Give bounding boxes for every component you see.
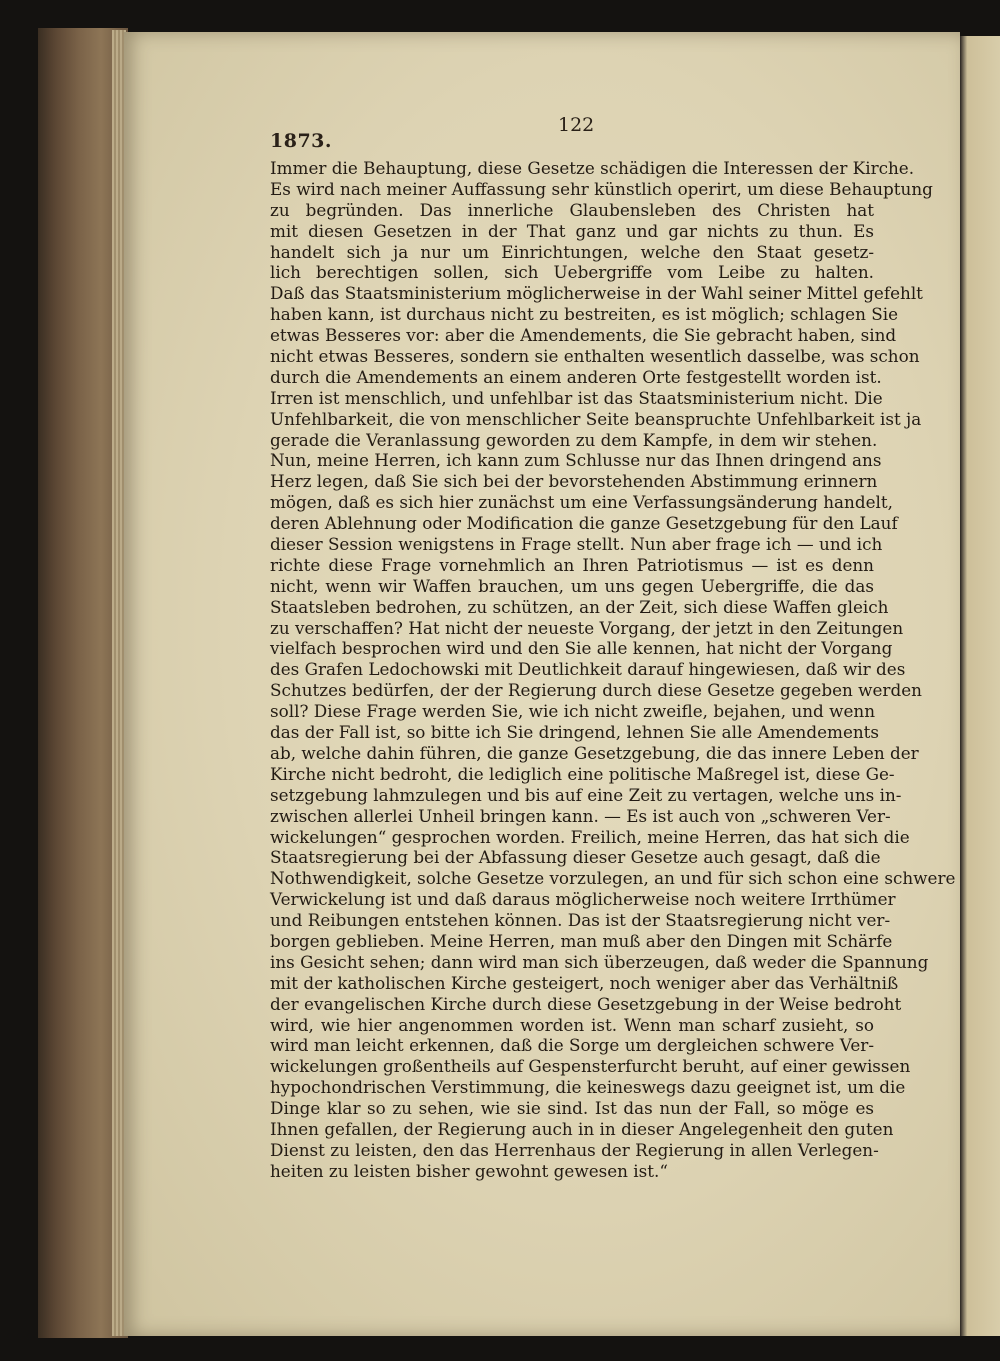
text-line: heiten zu leisten bisher gewohnt gewesen ist.“ bbox=[270, 1160, 668, 1181]
text-line: durch die Amendements an einem anderen Orte festgestellt worden ist. bbox=[270, 366, 882, 387]
text-line: wird, wie hier angenommen worden ist. Wenn man scharf zusieht, so bbox=[270, 1014, 874, 1035]
text-line: Dinge klar so zu sehen, wie sie sind. Ist das nun der Fall, so möge es bbox=[270, 1098, 874, 1119]
text-line: gerade die Veranlassung geworden zu dem Kampfe, in dem wir stehen. bbox=[270, 429, 878, 450]
page-year-header: 1873. bbox=[270, 130, 332, 152]
text-line: zwischen allerlei Unheil bringen kann. — Es ist auch von „schweren Ver- bbox=[270, 805, 891, 826]
text-line: Herz legen, daß Sie sich bei der bevorstehenden Abstimmung erinnern bbox=[270, 471, 878, 492]
text-line: ab, welche dahin führen, die ganze Gesetzgebung, die das innere Leben der bbox=[270, 742, 919, 763]
text-line: wickelungen“ gesprochen worden. Freilich, meine Herren, das hat sich die bbox=[270, 826, 910, 847]
body-text bbox=[270, 158, 956, 1182]
text-line: wird man leicht erkennen, daß die Sorge um dergleichen schwere Ver- bbox=[270, 1035, 874, 1056]
text-line: Verwickelung ist und daß daraus möglicherweise noch weitere Irrthümer bbox=[270, 889, 896, 910]
text-line: setzgebung lahmzulegen und bis auf eine Zeit zu vertagen, welche uns in- bbox=[270, 784, 902, 805]
text-line: wickelungen großentheils auf Gespensterfurcht beruht, auf einer gewissen bbox=[270, 1056, 911, 1077]
text-line: Ihnen gefallen, der Regierung auch in in dieser Angelegenheit den guten bbox=[270, 1118, 894, 1139]
text-line: und Reibungen entstehen können. Das ist der Staatsregierung nicht ver- bbox=[270, 910, 891, 931]
text-line: der evangelischen Kirche durch diese Gesetzgebung in der Weise bedroht bbox=[270, 993, 902, 1014]
text-line: hypochondrischen Verstimmung, die keineswegs dazu geeignet ist, um die bbox=[270, 1077, 906, 1098]
text-line: nicht, wenn wir Waffen brauchen, um uns gegen Uebergriffe, die das bbox=[270, 575, 874, 596]
text-line: ins Gesicht sehen; dann wird man sich überzeugen, daß weder die Spannung bbox=[270, 951, 929, 972]
text-line: Nothwendigkeit, solche Gesetze vorzulegen, an und für sich schon eine schwere bbox=[270, 868, 956, 889]
text-line: nicht etwas Besseres, sondern sie enthalten wesentlich dasselbe, was schon bbox=[270, 346, 920, 367]
text-line: dieser Session wenigstens in Frage stellt. Nun aber frage ich — und ich bbox=[270, 534, 883, 555]
text-line: Daß das Staatsministerium möglicherweise in der Wahl seiner Mittel gefehlt bbox=[270, 283, 923, 304]
text-line: Es wird nach meiner Auffassung sehr künstlich operirt, um diese Behauptung bbox=[270, 178, 933, 199]
text-line: borgen geblieben. Meine Herren, man muß aber den Dingen mit Schärfe bbox=[270, 930, 893, 951]
text-line: Irren ist menschlich, und unfehlbar ist das Staatsministerium nicht. Die bbox=[270, 387, 883, 408]
text-line: zu verschaffen? Hat nicht der neueste Vorgang, der jetzt in den Zeitungen bbox=[270, 617, 904, 638]
text-line: richte diese Frage vornehmlich an Ihren Patriotismus — ist es denn bbox=[270, 554, 874, 575]
text-line: mit der katholischen Kirche gesteigert, noch weniger aber das Verhältniß bbox=[270, 972, 899, 993]
text-line: deren Ablehnung oder Modification die ganze Gesetzgebung für den Lauf bbox=[270, 513, 898, 534]
text-line: Schutzes bedürfen, der der Regierung durch diese Gesetze gegeben werden bbox=[270, 680, 922, 701]
page-number: 122 bbox=[558, 114, 595, 136]
text-line: zu begründen. Das innerliche Glaubensleben des Christen hat bbox=[270, 199, 874, 220]
text-line: handelt sich ja nur um Einrichtungen, welche den Staat gesetz- bbox=[270, 241, 874, 262]
text-line: Dienst zu leisten, den das Herrenhaus der Regierung in allen Verlegen- bbox=[270, 1139, 879, 1160]
text-line: lich berechtigen sollen, sich Uebergriffe vom Leibe zu halten. bbox=[270, 262, 874, 283]
facing-page-edge bbox=[960, 36, 1000, 1336]
text-line: Unfehlbarkeit, die von menschlicher Seite beanspruchte Unfehlbarkeit ist ja bbox=[270, 408, 922, 429]
text-line: des Grafen Ledochowski mit Deutlichkeit darauf hingewiesen, daß wir des bbox=[270, 659, 906, 680]
text-line: Nun, meine Herren, ich kann zum Schlusse nur das Ihnen dringend ans bbox=[270, 450, 882, 471]
text-line: Immer die Behauptung, diese Gesetze schädigen die Interessen der Kirche. bbox=[270, 158, 915, 178]
text-line: etwas Besseres vor: aber die Amendements, die Sie gebracht haben, sind bbox=[270, 325, 897, 346]
text-line: Kirche nicht bedroht, die lediglich eine politische Maßregel ist, diese Ge- bbox=[270, 763, 895, 784]
text-line: Staatsregierung bei der Abfassung dieser Gesetze auch gesagt, daß die bbox=[270, 847, 881, 868]
text-line: haben kann, ist durchaus nicht zu bestreiten, es ist möglich; schlagen Sie bbox=[270, 304, 899, 325]
text-line: soll? Diese Frage werden Sie, wie ich nicht zweifle, bejahen, und wenn bbox=[270, 701, 876, 722]
text-line: Staatsleben bedrohen, zu schützen, an der Zeit, sich diese Waffen gleich bbox=[270, 596, 889, 617]
text-line: mögen, daß es sich hier zunächst um eine Verfassungsänderung handelt, bbox=[270, 492, 893, 513]
text-line: vielfach besprochen wird und den Sie alle kennen, hat nicht der Vorgang bbox=[270, 638, 893, 659]
text-line: mit diesen Gesetzen in der That ganz und gar nichts zu thun. Es bbox=[270, 220, 874, 241]
text-line: das der Fall ist, so bitte ich Sie dringend, lehnen Sie alle Amendements bbox=[270, 722, 880, 743]
